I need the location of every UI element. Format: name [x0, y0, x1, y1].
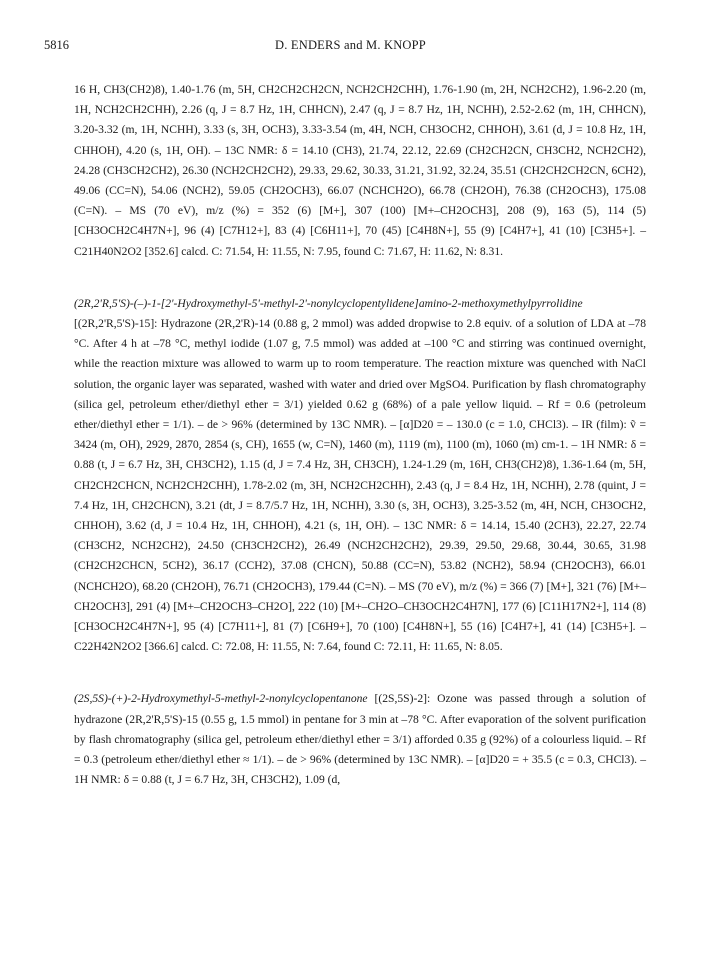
running-head: D. ENDERS and M. KNOPP	[275, 38, 426, 52]
paragraph-text: [(2S,5S)-2]: Ozone was passed through a solution of hydrazone (2R,2'R,5'S)-15 (0.55 g, 1.5 mmol) in pentane for 3 min at –78 °C. After evaporation of the solvent purification by flash chromatography (silica gel, petroleum ether/diethyl ether = 3/1) afforded 0.35 g (92%) of a colourless liquid. – Rf = 0.3 (petroleum ether/diethyl ether ≈ 1/1). – de > 96% (determined by 13C NMR). – [α]D20 = + 35.5 (c = 0.3, CHCl3). – 1H NMR: δ = 0.88 (t, J = 6.7 Hz, 3H, CH3CH2), 1.09 (d,	[74, 692, 646, 787]
paragraph-compound-2	[74, 689, 646, 790]
page-number: 5816	[44, 38, 69, 52]
paragraph-gap	[74, 657, 646, 689]
compound-title: (2R,2'R,5'S)-(–)-1-[2'-Hydroxymethyl-5'-methyl-2'-nonylcyclopentylidene]amino-2-methoxymethylpyrrolidine	[74, 296, 583, 310]
page-header	[44, 38, 657, 56]
paragraph-gap	[74, 262, 646, 294]
body-text	[74, 80, 646, 791]
compound-title: (2S,5S)-(+)-2-Hydroxymethyl-5-methyl-2-nonylcyclopentanone	[74, 692, 368, 706]
paragraph-compound-15	[74, 294, 646, 658]
paragraph-nmr-continuation	[74, 80, 646, 262]
paragraph-text: 16 H, CH3(CH2)8), 1.40-1.76 (m, 5H, CH2CH2CH2CN, NCH2CH2CHH), 1.76-1.90 (m, 2H, NCH2CH2), 1.96-2.20 (m, 1H, NCH2CH2CHH), 2.26 (q, J = 8.7 Hz, 1H, CHHCN), 2.47 (q, J = 8.7 Hz, 1H, NCHH), 2.52-2.62 (m, 1H, CHHCN), 3.20-3.32 (m, 1H, NCHH), 3.33 (s, 3H, OCH3), 3.33-3.54 (m, 4H, NCH, CH3OCH2, CHHOH), 3.61 (d, J = 10.8 Hz, 1H, CHHOH), 4.20 (s, 1H, OH). – 13C NMR: δ = 14.10 (CH3), 21.74, 22.12, 22.69 (CH2CH2CN, CH3CH2, NCH2CH2), 24.28 (CH3CH2CH2), 26.30 (NCH2CH2CH2), 29.33, 29.62, 30.33, 31.21, 31.92, 32.24, 35.51 (CH2CH2CH2CN, 6CH2), 49.06 (CC=N), 54.06 (NCH2), 59.05 (CH2OCH3), 66.07 (NCHCH2O), 66.78 (CH2OH), 76.38 (CH2OCH3), 175.08 (C=N). – MS (70 eV), m/z (%) = 352 (6) [M+], 307 (100) [M+–CH2OCH3], 208 (9), 163 (5), 114 (5) [CH3OCH2C4H7N+], 96 (4) [C7H12+], 83 (4) [C6H11+], 70 (45) [C4H8N+], 55 (9) [C4H7+], 41 (10) [C3H5+]. – C21H40N2O2 [352.6] calcd. C: 71.54, H: 11.55, N: 7.95, found C: 71.67, H: 11.62, N: 8.31.	[74, 83, 646, 258]
paragraph-text: [(2R,2'R,5'S)-15]: Hydrazone (2R,2'R)-14 (0.88 g, 2 mmol) was added dropwise to 2.8 equiv. of a solution of LDA at –78 °C. After 4 h at –78 °C, methyl iodide (1.07 g, 7.5 mmol) was added at –100 °C and stirring was continued overnight, while the reaction mixture was allowed to warm up to room temperature. The reaction mixture was quenched with NaCl solution, the organic layer was separated, washed with water and dried over MgSO4. Purification by flash chromatography (silica gel, petroleum ether/diethyl ether = 3/1) yielded 0.62 g (68%) of a pale yellow liquid. – Rf = 0.6 (petroleum ether/diethyl ether = 1/1). – de > 96% (determined by 13C NMR). – [α]D20 = – 130.0 (c = 1.0, CHCl3). – IR (film): ṽ = 3424 (m, OH), 2929, 2870, 2854 (s, CH), 1655 (w, C=N), 1460 (m), 1119 (m), 1100 (m), 1060 (m) cm-1. – 1H NMR: δ = 0.88 (t, J = 6.7 Hz, 3H, CH3CH2), 1.15 (d, J = 7.4 Hz, 3H, CH3CH), 1.24-1.29 (m, 16H, CH3(CH2)8), 1.36-1.64 (m, 5H, CH2CH2CHCN, NCH2CH2CHH), 1.78-2.02 (m, 3H, NCH2CH2CHH), 2.43 (q, J = 8.4 Hz, 1H, NCHH), 2.78 (quint, J = 7.4 Hz, 1H, CH2CHCN), 3.21 (dt, J = 8.7/5.7 Hz, 1H, NCHH), 3.30 (s, 3H, OCH3), 3.25-3.52 (m, 4H, NCH, CH3OCH2, CHHOH), 3.62 (d, J = 10.4 Hz, 1H, CHHOH), 4.21 (s, 1H, OH). – 13C NMR: δ = 14.14, 15.40 (2CH3), 22.27, 22.74 (CH3CH2, NCH2CH2), 24.50 (CH3CH2CH2), 26.49 (NCH2CH2CH2), 29.39, 29.50, 29.68, 30.44, 30.65, 31.98 (CH2CH2CHCN, 5CH2), 36.17 (CCH2), 37.08 (CHCN), 50.88 (CC=N), 53.82 (NCH2), 58.94 (CH2OCH3), 66.01 (NCHCH2O), 68.20 (CH2OH), 76.71 (CH2OCH3), 179.44 (C=N). – MS (70 eV), m/z (%) = 366 (7) [M+], 321 (76) [M+–CH2OCH3], 291 (4) [M+–CH2OCH3–CH2O], 222 (10) [M+–CH2O–CH3OCH2C4H7N], 177 (6) [C11H17N2+], 114 (8) [CH3OCH2C4H7N+], 95 (4) [C7H11+], 81 (7) [C6H9+], 70 (100) [C4H8N+], 55 (16) [C4H7+], 41 (14) [C3H5+]. – C22H42N2O2 [366.6] calcd. C: 72.08, H: 11.55, N: 7.64, found C: 72.11, H: 11.65, N: 8.05.	[74, 317, 646, 654]
